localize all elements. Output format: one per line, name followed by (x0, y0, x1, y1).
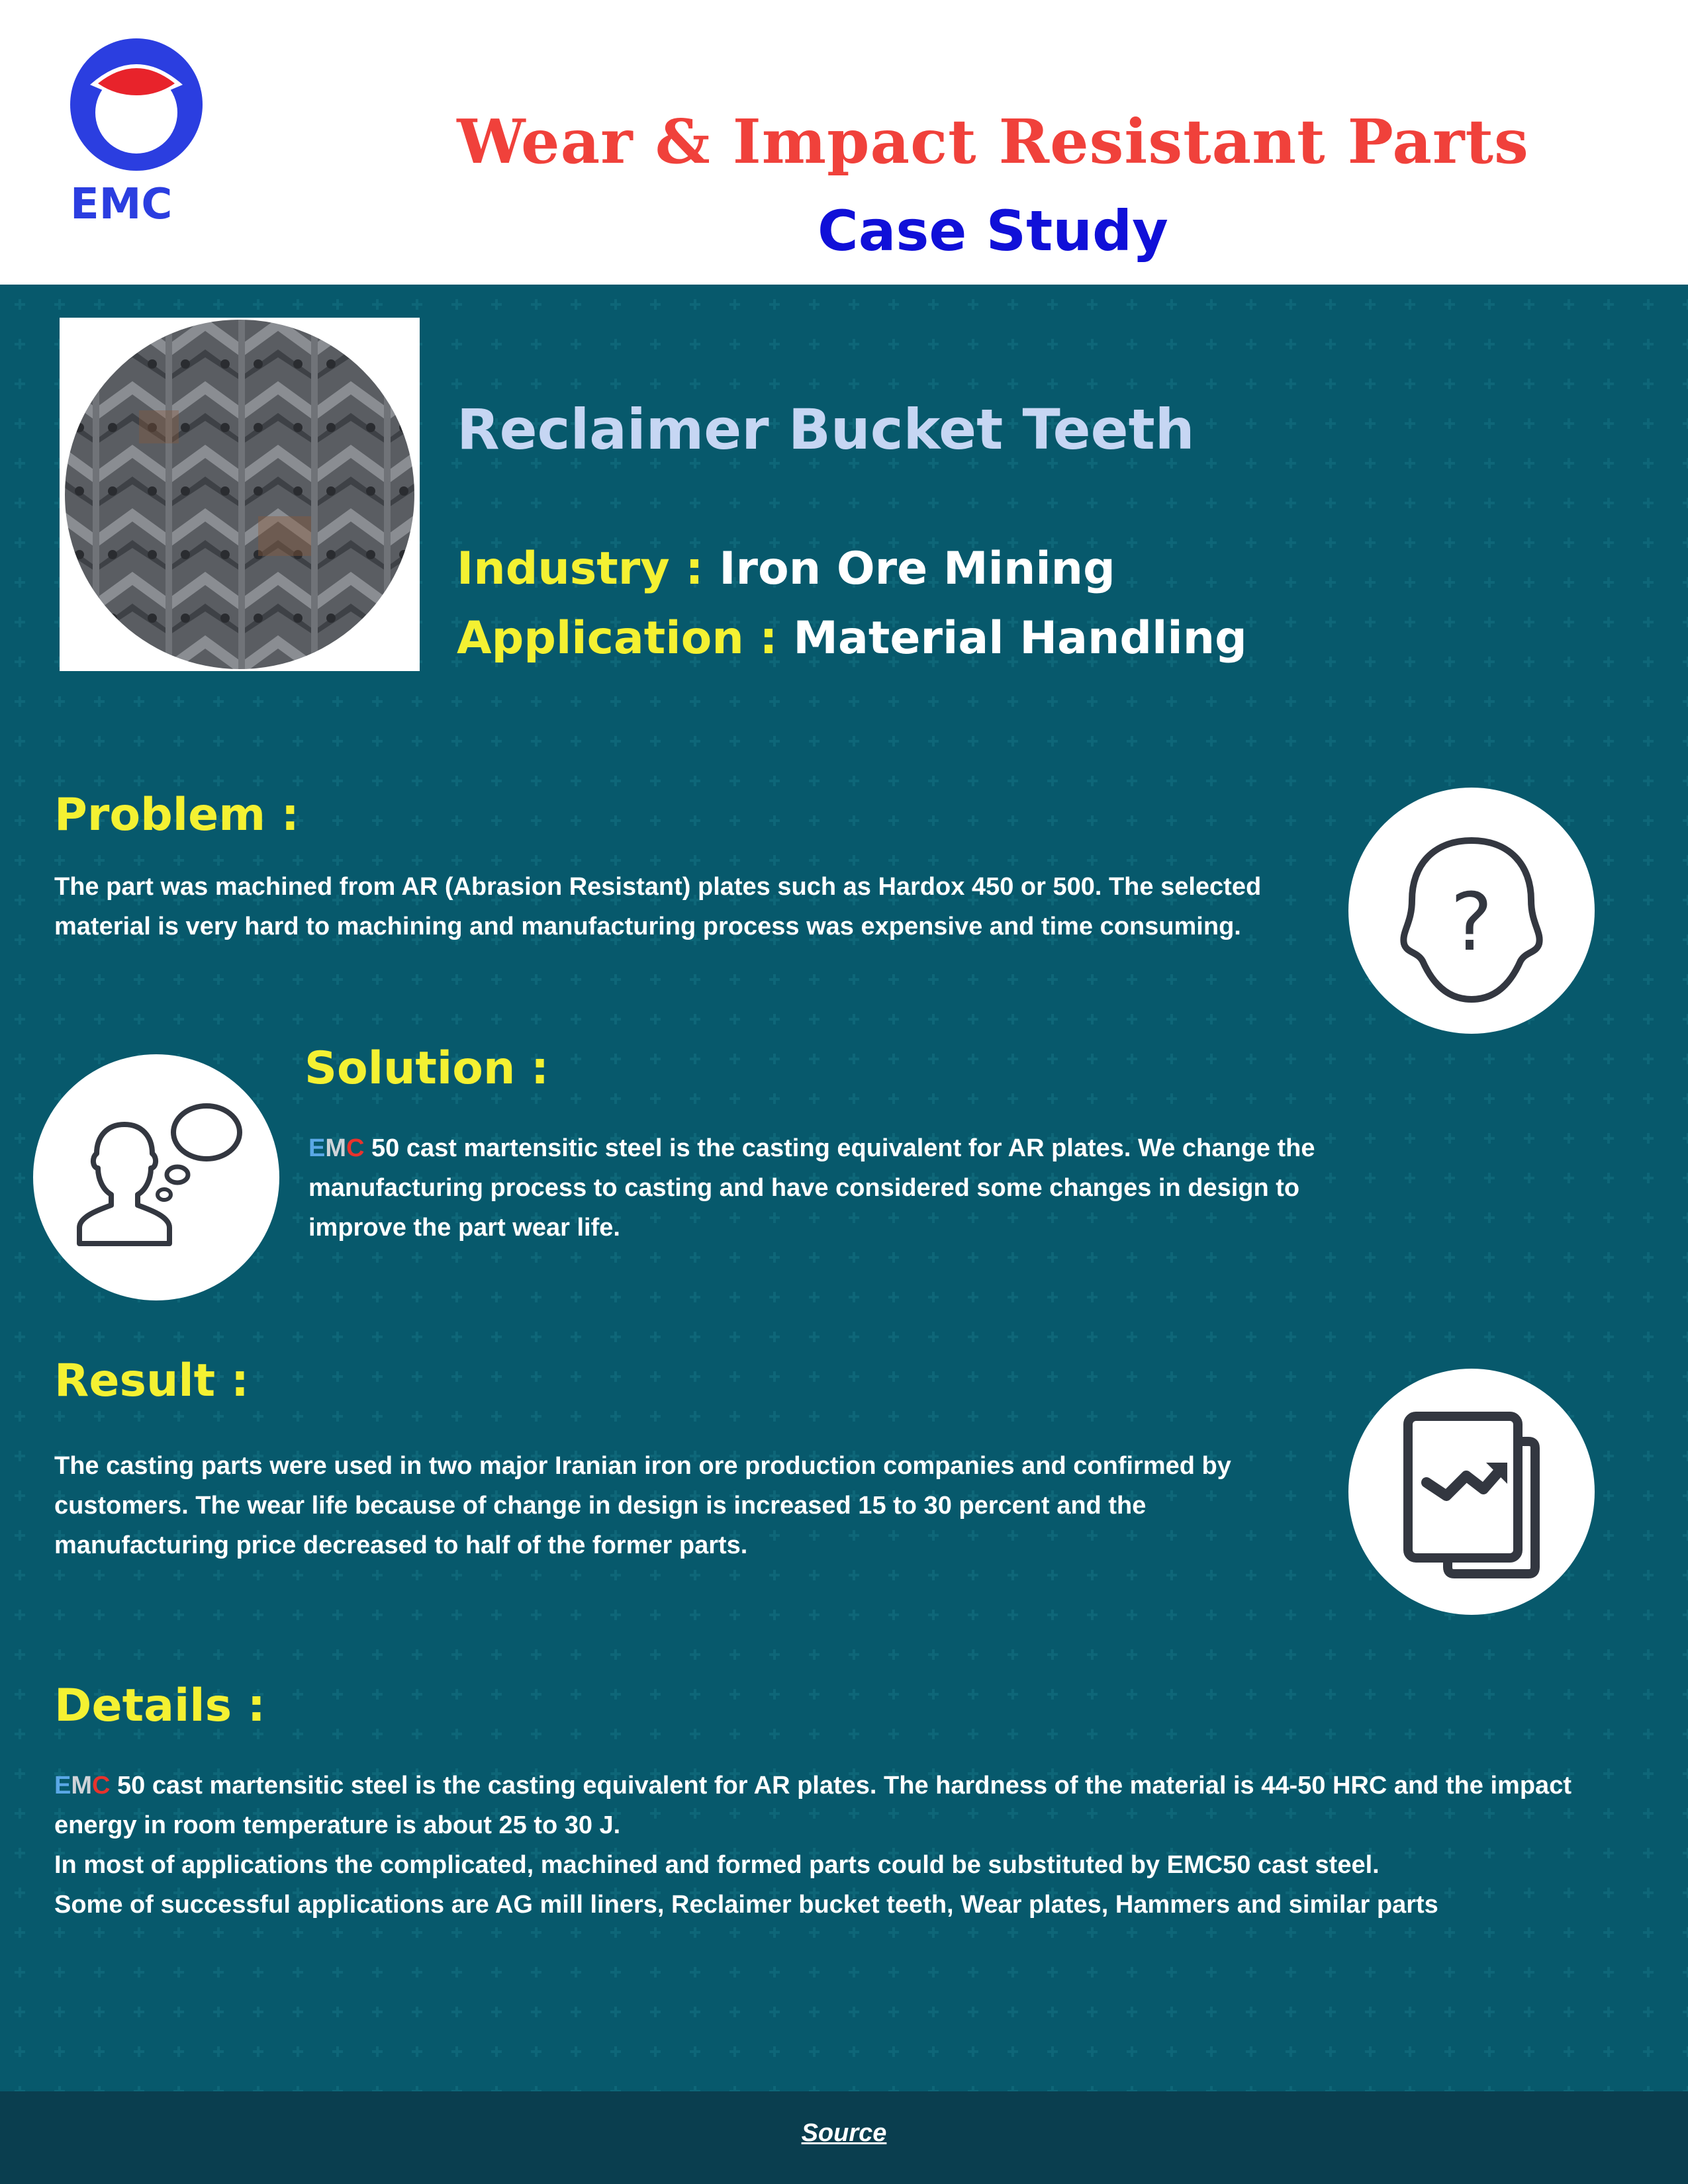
details-line-2: In most of applications the complicated, machined and formed parts could be substituted by EMC50 cast steel. (54, 1851, 1380, 1879)
bucket-teeth-image (60, 318, 420, 671)
industry-value: Iron Ore Mining (719, 543, 1115, 595)
solution-heading: Solution : (305, 1042, 549, 1095)
result-icon-circle (1348, 1369, 1595, 1615)
part-title: Reclaimer Bucket Teeth (457, 397, 1195, 462)
application-value: Material Handling (793, 612, 1247, 664)
brand-letter-c: C (92, 1772, 111, 1799)
industry-label: Industry : (457, 543, 704, 595)
details-paragraph-1 (54, 1766, 1656, 1845)
details-line-1: 50 cast martensitic steel is the casting equivalent for AR plates. The hardness of the material is 44-50 HRC and the impact energy in room temperature is about 25 to 30 J. (54, 1772, 1571, 1839)
details-heading: Details : (54, 1680, 265, 1732)
brand-letter-e: E (308, 1134, 326, 1162)
question-head-icon (1348, 788, 1595, 1034)
result-text: The casting parts were used in two major Iranian iron ore production companies and confirmed by customers. The wear life because of change in design is increased 15 to 30 percent and the manufacturing price decreased to half of the former parts. (54, 1452, 1231, 1559)
part-photo (60, 318, 420, 671)
thinking-person-icon (33, 1054, 279, 1300)
page-subtitle: Case Study (818, 199, 1168, 263)
page-title: Wear & Impact Resistant Parts (457, 106, 1529, 177)
application-label: Application : (457, 612, 778, 664)
brand-letter-c: C (346, 1134, 365, 1162)
header (0, 0, 1688, 285)
problem-heading: Problem : (54, 789, 299, 841)
report-chart-icon (1348, 1369, 1595, 1615)
source-link[interactable]: Source (801, 2119, 887, 2147)
result-heading: Result : (54, 1355, 250, 1407)
logo-icon (58, 26, 217, 225)
logo-text: EMC (70, 180, 173, 225)
svg-text:?: ? (1450, 877, 1493, 969)
problem-icon-circle (1348, 788, 1595, 1034)
solution-icon-circle (33, 1054, 279, 1300)
brand-letter-m: M (71, 1772, 93, 1799)
emc-logo[interactable] (58, 26, 217, 225)
solution-body: 50 cast martensitic steel is the casting equivalent for AR plates. We change the manufacturing process to casting and have considered some changes in design to improve the part wear life. (308, 1134, 1315, 1242)
details-line-3: Some of successful applications are AG mill liners, Reclaimer bucket teeth, Wear plates, Hammers and similar parts (54, 1891, 1438, 1919)
footer (0, 2091, 1688, 2184)
application-line (457, 612, 1247, 664)
industry-line (457, 543, 1115, 595)
solution-text (308, 1128, 1341, 1248)
details-text (54, 1766, 1656, 1925)
brand-letter-e: E (54, 1772, 71, 1799)
problem-text: The part was machined from AR (Abrasion Resistant) plates such as Hardox 450 or 500. The selected material is very hard to machining and manufacturing process was expensive and time consuming. (54, 873, 1262, 940)
brand-letter-m: M (325, 1134, 347, 1162)
